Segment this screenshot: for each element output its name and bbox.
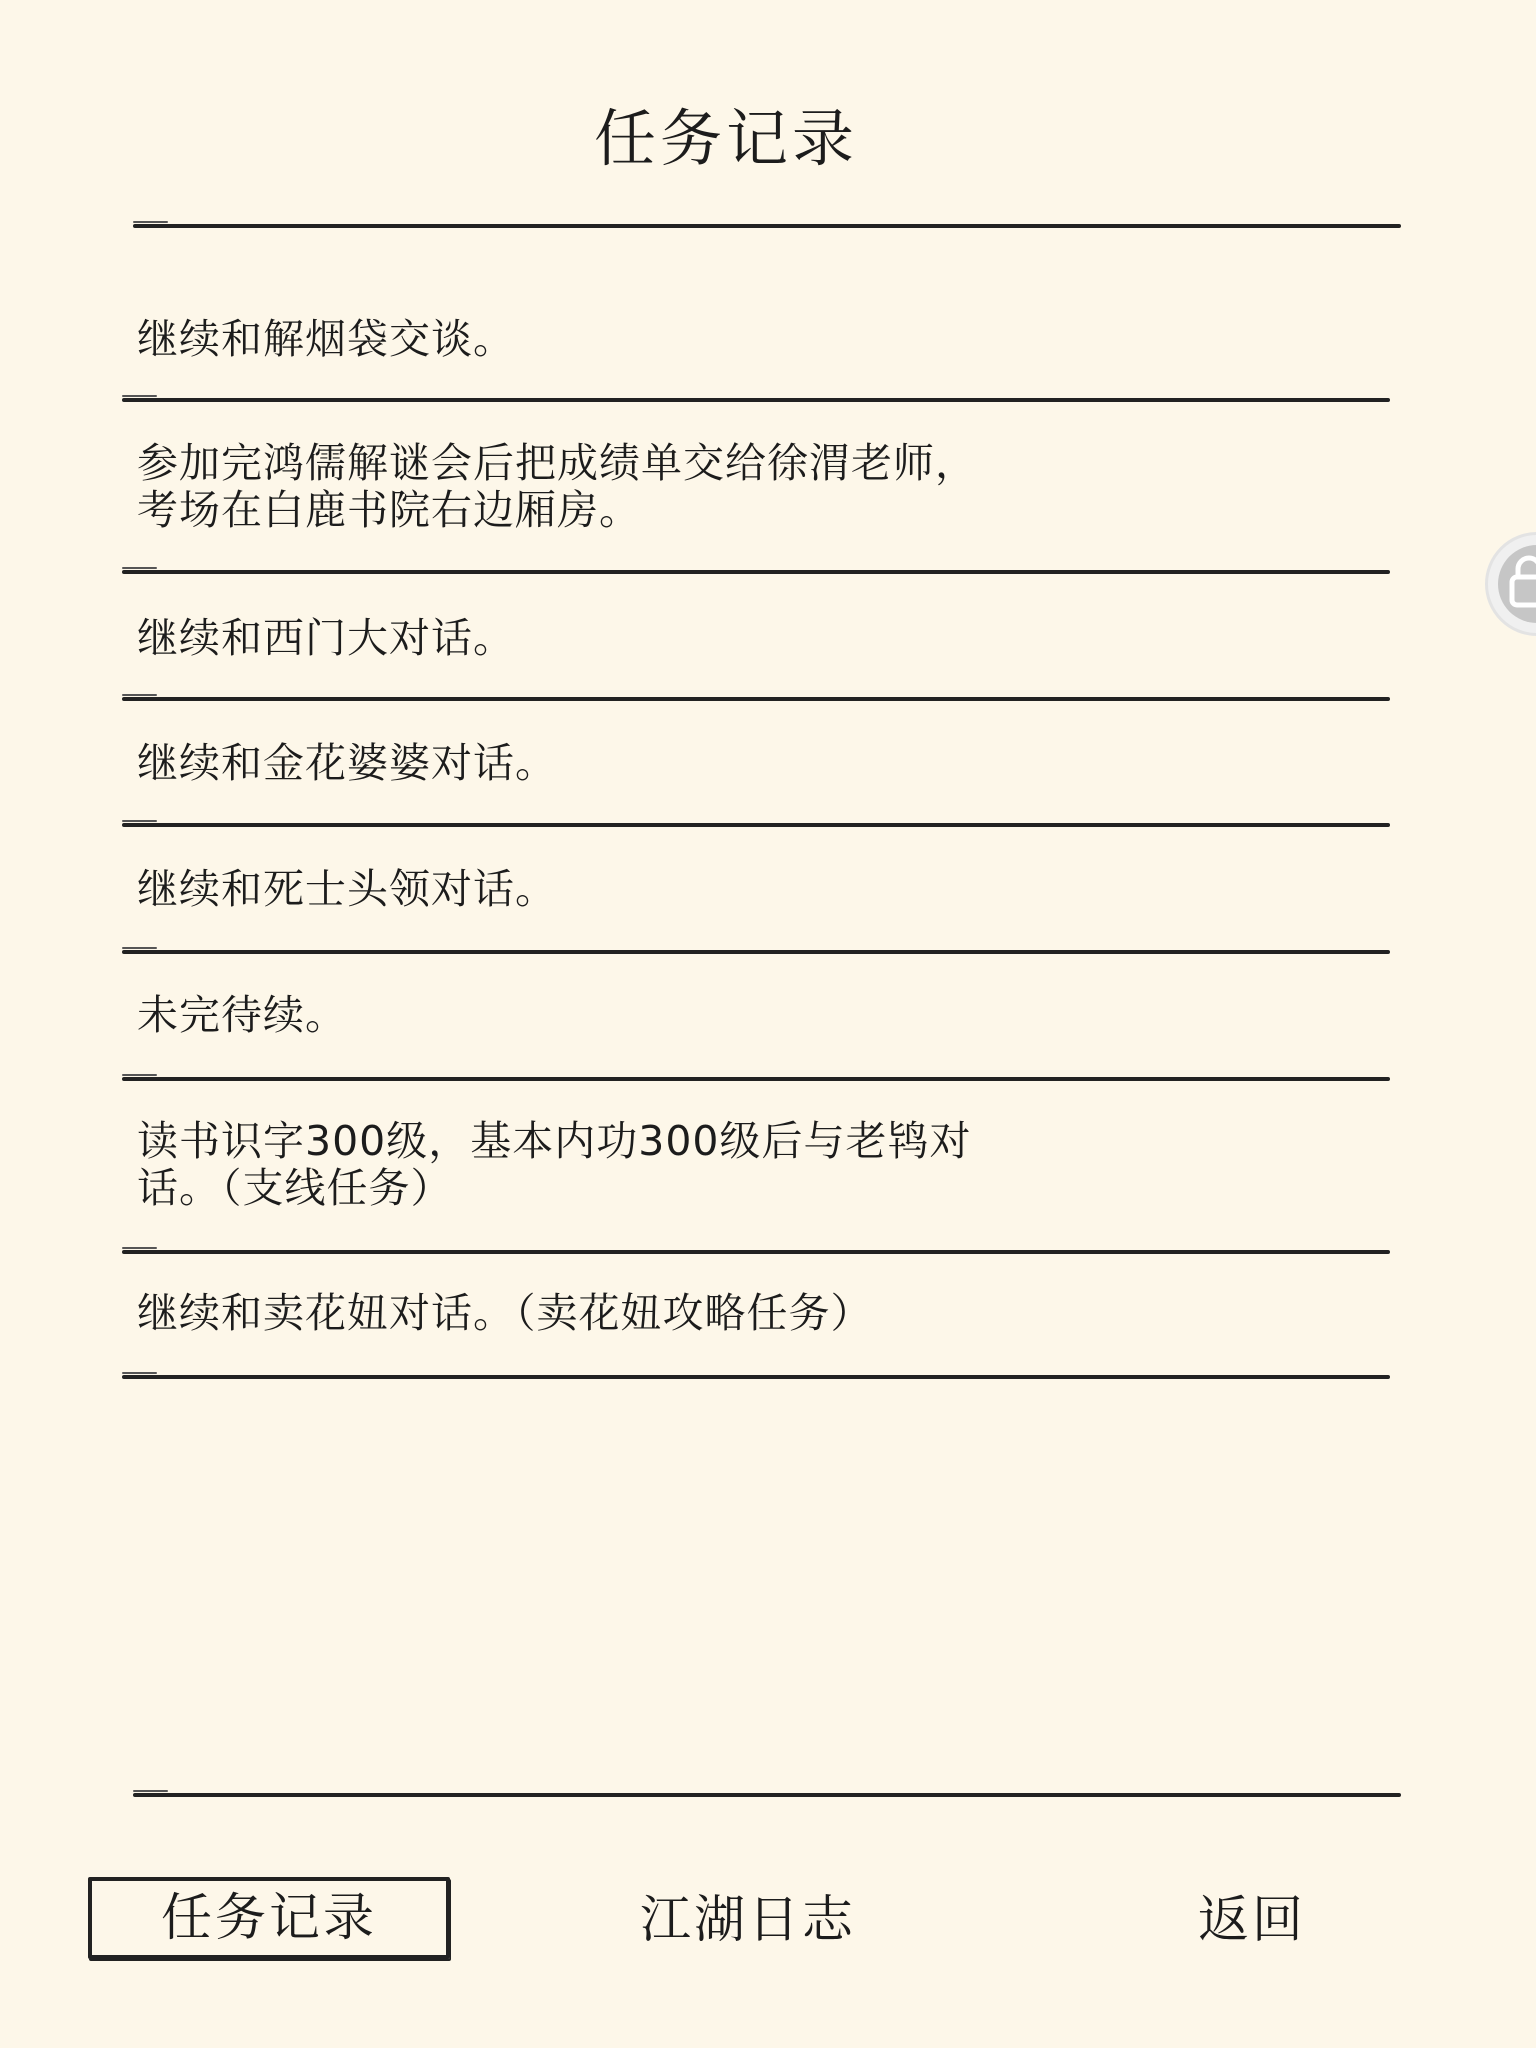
task-item-8: 继续和卖花妞对话。（卖花妞攻略任务） <box>137 1289 873 1337</box>
task-divider <box>122 570 1390 574</box>
task-divider <box>122 697 1390 701</box>
task-divider <box>122 398 1390 402</box>
back-button[interactable]: 返回 <box>1198 1891 1307 1950</box>
tab-jianghu-journal[interactable]: 江湖日志 <box>640 1891 857 1950</box>
tab-task-record[interactable]: 任务记录 <box>88 1877 450 1959</box>
task-item-2: 参加完鸿儒解谜会后把成绩单交给徐渭老师， 考场在白鹿书院右边厢房。 <box>137 439 977 534</box>
task-divider <box>122 950 1390 954</box>
task-divider <box>122 1375 1390 1379</box>
task-item-3: 继续和西门大对话。 <box>137 614 515 662</box>
task-divider <box>122 823 1390 827</box>
lock-icon <box>1504 553 1536 613</box>
task-item-1: 继续和解烟袋交谈。 <box>137 315 515 363</box>
task-item-7: 读书识字300级，基本内功300级后与老鸨对 话。（支线任务） <box>137 1117 972 1212</box>
title-divider <box>133 224 1401 228</box>
floating-lock-button[interactable] <box>1485 532 1536 636</box>
task-item-4: 继续和金花婆婆对话。 <box>137 739 557 787</box>
page-title: 任务记录 <box>593 102 858 175</box>
task-item-5: 继续和死士头领对话。 <box>137 865 557 913</box>
task-divider <box>122 1250 1390 1254</box>
task-item-6: 未完待续。 <box>137 991 347 1039</box>
footer-divider <box>133 1793 1401 1797</box>
task-divider <box>122 1077 1390 1081</box>
